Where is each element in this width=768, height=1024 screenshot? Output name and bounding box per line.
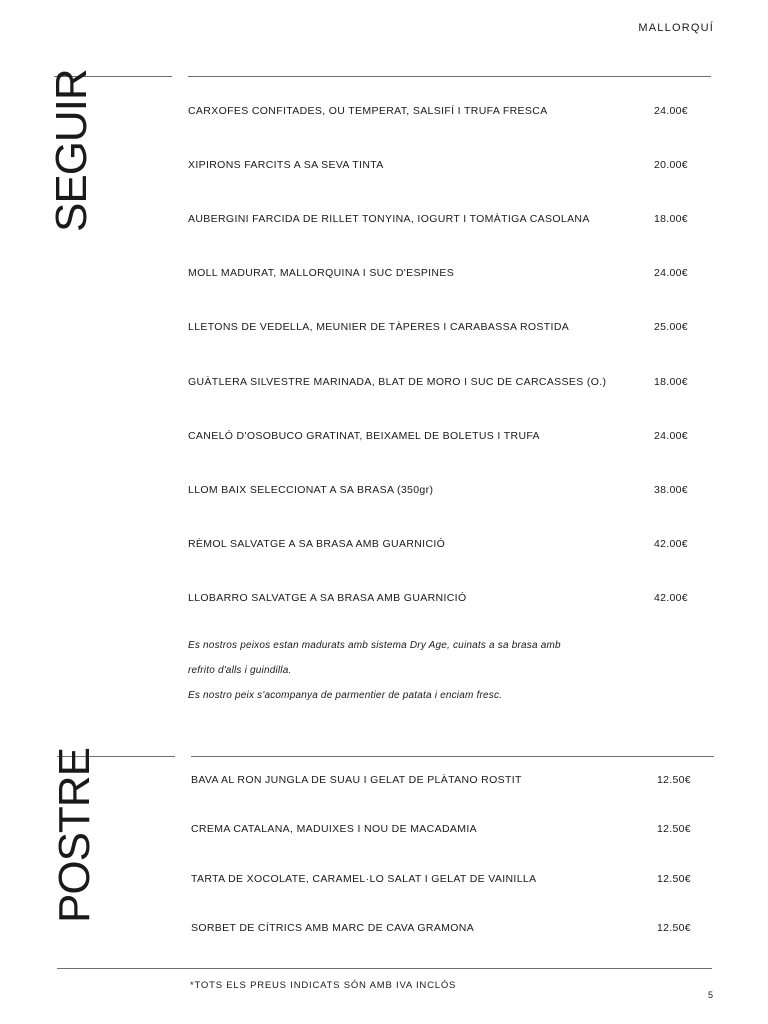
section-title-postre: POSTRE <box>50 748 99 923</box>
menu-item-price: 12.50€ <box>657 922 691 934</box>
menu-item-name: LLETONS DE VEDELLA, MEUNIER DE TÀPERES I CARABASSA ROSTIDA <box>188 321 570 333</box>
tax-footnote: *TOTS ELS PREUS INDICATS SÓN AMB IVA INCLÒS <box>190 980 457 991</box>
section-title-seguir: SEGUIR <box>47 69 96 232</box>
footer-rule <box>57 968 712 969</box>
page-number: 5 <box>707 990 713 1000</box>
menu-item-price: 12.50€ <box>657 774 691 786</box>
menu-item-name: LLOBARRO SALVATGE A SA BRASA AMB GUARNICIÓ <box>188 592 467 604</box>
language-label: MALLORQUÍ <box>638 22 714 34</box>
seguir-rule-right <box>188 76 711 77</box>
menu-item-name: LLOM BAIX SELECCIONAT A SA BRASA (350gr) <box>188 484 434 496</box>
menu-item-price: 20.00€ <box>654 159 688 171</box>
menu-item-name: RÈMOL SALVATGE A SA BRASA AMB GUARNICIÓ <box>188 538 446 550</box>
note-line: refrito d'alls i guindilla. <box>188 665 292 676</box>
menu-item-name: TARTA DE XOCOLATE, CARAMEL·LO SALAT I GELAT DE VAINILLA <box>191 873 537 885</box>
menu-item-price: 24.00€ <box>654 105 688 117</box>
menu-item-name: CREMA CATALANA, MADUIXES I NOU DE MACADAMIA <box>191 823 477 835</box>
postre-rule-right <box>191 756 714 757</box>
menu-item-price: 38.00€ <box>654 484 688 496</box>
menu-item-price: 18.00€ <box>654 213 688 225</box>
menu-item-name: CANELÓ D'OSOBUCO GRATINAT, BEIXAMEL DE BOLETUS I TRUFA <box>188 430 540 442</box>
menu-item-price: 42.00€ <box>654 538 688 550</box>
note-line: Es nostros peixos estan madurats amb sistema Dry Age, cuinats a sa brasa amb <box>188 640 561 651</box>
menu-item-price: 25.00€ <box>654 321 688 333</box>
menu-item-price: 24.00€ <box>654 267 688 279</box>
menu-item-price: 42.00€ <box>654 592 688 604</box>
menu-item-name: GUÀTLERA SILVESTRE MARINADA, BLAT DE MORO I SUC DE CARCASSES (O.) <box>188 376 607 388</box>
menu-item-price: 24.00€ <box>654 430 688 442</box>
menu-item-name: MOLL MADURAT, MALLORQUINA I SUC D'ESPINES <box>188 267 455 279</box>
menu-item-name: AUBERGINI FARCIDA DE RILLET TONYINA, IOGURT I TOMÀTIGA CASOLANA <box>188 213 590 225</box>
menu-item-name: SORBET DE CÍTRICS AMB MARC DE CAVA GRAMONA <box>191 922 475 934</box>
menu-item-price: 18.00€ <box>654 376 688 388</box>
menu-item-price: 12.50€ <box>657 823 691 835</box>
menu-item-price: 12.50€ <box>657 873 691 885</box>
menu-item-name: BAVA AL RON JUNGLA DE SUAU I GELAT DE PLÀTANO ROSTIT <box>191 774 522 786</box>
menu-item-name: XIPIRONS FARCITS A SA SEVA TINTA <box>188 159 384 171</box>
menu-item-name: CARXOFES CONFITADES, OU TEMPERAT, SALSIFÍ I TRUFA FRESCA <box>188 105 548 117</box>
note-line: Es nostro peix s'acompanya de parmentier de patata i enciam fresc. <box>188 690 503 701</box>
